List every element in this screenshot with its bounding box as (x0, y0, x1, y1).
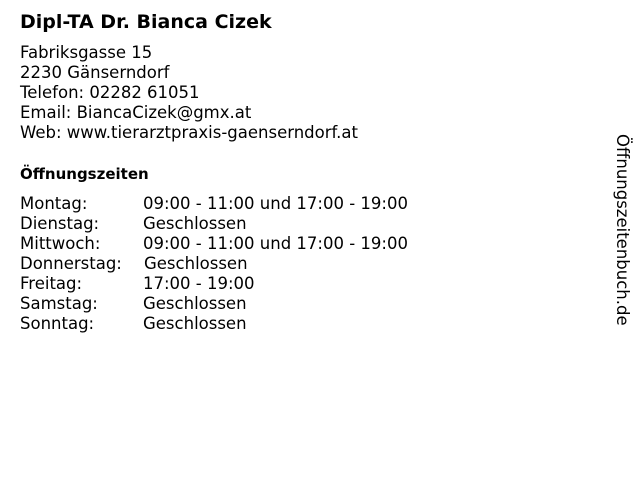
day-label: Montag: (20, 194, 88, 213)
opening-hours-heading: Öffnungszeiten (20, 165, 149, 183)
hours-value: 09:00 - 11:00 und 17:00 - 19:00 (143, 234, 408, 253)
hours-value: Geschlossen (143, 214, 247, 233)
email-line: Email: BiancaCizek@gmx.at (20, 103, 252, 122)
phone-line: Telefon: 02282 61051 (20, 83, 200, 102)
address-city: 2230 Gänserndorf (20, 63, 170, 82)
site-brand-vertical: Öffnungszeitenbuch.de (613, 134, 632, 326)
day-label: Dienstag: (20, 214, 100, 233)
day-label: Freitag: (20, 274, 83, 293)
hours-value: 17:00 - 19:00 (143, 274, 255, 293)
hours-value: 09:00 - 11:00 und 17:00 - 19:00 (143, 194, 408, 213)
web-line: Web: www.tierarztpraxis-gaenserndorf.at (20, 123, 358, 142)
day-label: Samstag: (20, 294, 98, 313)
day-label: Donnerstag: (20, 254, 122, 273)
hours-value: Geschlossen (144, 254, 248, 273)
hours-value: Geschlossen (143, 314, 247, 333)
hours-value: Geschlossen (143, 294, 247, 313)
contact-block (20, 43, 358, 143)
day-label: Mittwoch: (20, 234, 101, 253)
day-label: Sonntag: (20, 314, 95, 333)
business-name: Dipl-TA Dr. Bianca Cizek (20, 11, 272, 33)
address-street: Fabriksgasse 15 (20, 43, 153, 62)
